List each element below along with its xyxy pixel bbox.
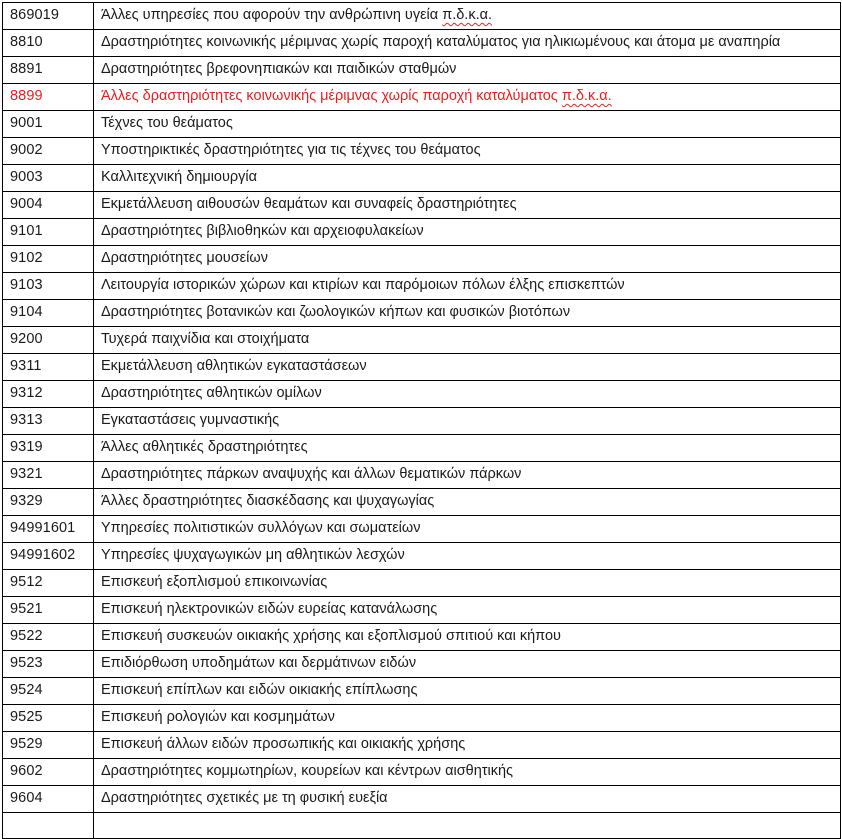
activity-description-text: Δραστηριότητες αθλητικών ομίλων <box>101 385 322 401</box>
activity-code-cell: 9200 <box>3 327 94 354</box>
activity-code-cell: 9311 <box>3 354 94 381</box>
table-row <box>3 570 841 597</box>
activity-code-cell: 9003 <box>3 165 94 192</box>
activity-description-text: Δραστηριότητες κομμωτηρίων, κουρείων και κέντρων αισθητικής <box>101 763 514 779</box>
activity-code-cell: 9101 <box>3 219 94 246</box>
activity-description-cell <box>94 408 841 435</box>
activity-description-text: Άλλες δραστηριότητες κοινωνικής μέριμνας χωρίς παροχή καταλύματος <box>101 88 562 104</box>
activity-description-cell <box>94 651 841 678</box>
table-row <box>3 678 841 705</box>
activity-code-cell: 94991601 <box>3 516 94 543</box>
activity-code-cell: 9524 <box>3 678 94 705</box>
activity-description-cell <box>94 111 841 138</box>
activity-description-text: Καλλιτεχνική δημιουργία <box>101 169 258 185</box>
table-row <box>3 138 841 165</box>
activity-description-text: Άλλες υπηρεσίες που αφορούν την ανθρώπινη υγεία <box>101 7 443 23</box>
activity-code-cell: 9312 <box>3 381 94 408</box>
activity-description-cell <box>94 273 841 300</box>
table-row <box>3 30 841 57</box>
activity-description-text: Δραστηριότητες πάρκων αναψυχής και άλλων θεματικών πάρκων <box>101 466 522 482</box>
activity-description-cell <box>94 327 841 354</box>
table-row <box>3 516 841 543</box>
activity-description-cell <box>94 165 841 192</box>
activity-description-text: Επισκευή άλλων ειδών προσωπικής και οικιακής χρήσης <box>101 736 466 752</box>
table-row <box>3 111 841 138</box>
activity-description-text: Άλλες δραστηριότητες διασκέδασης και ψυχαγωγίας <box>101 493 435 509</box>
activity-description-text: Υποστηρικτικές δραστηριότητες για τις τέχνες του θεάματος <box>101 142 481 158</box>
table-row <box>3 705 841 732</box>
activity-code-cell: 9001 <box>3 111 94 138</box>
activity-description-text: Δραστηριότητες κοινωνικής μέριμνας χωρίς παροχή καταλύματος για ηλικιωμένους και άτομα με αναπηρία <box>101 34 781 50</box>
activity-description-cell <box>94 813 841 839</box>
activity-description-text: Λειτουργία ιστορικών χώρων και κτιρίων και παρόμοιων πόλων έλξης επισκεπτών <box>101 277 625 293</box>
table-row <box>3 354 841 381</box>
activity-description-text: Δραστηριότητες μουσείων <box>101 250 268 266</box>
activity-description-text: Επισκευή ρολογιών και κοσμημάτων <box>101 709 335 725</box>
table-row <box>3 651 841 678</box>
activity-description-cell <box>94 300 841 327</box>
activity-code-cell: 869019 <box>3 3 94 30</box>
activity-code-cell: 9521 <box>3 597 94 624</box>
table-row <box>3 327 841 354</box>
table-row <box>3 462 841 489</box>
activity-description-cell <box>94 435 841 462</box>
activity-code-cell: 9313 <box>3 408 94 435</box>
activity-description-text: Υπηρεσίες ψυχαγωγικών μη αθλητικών λεσχών <box>101 547 405 563</box>
activity-code-cell: 9522 <box>3 624 94 651</box>
activity-description-cell <box>94 543 841 570</box>
activity-description-cell <box>94 354 841 381</box>
activity-code-cell: 9602 <box>3 759 94 786</box>
activity-description-text: Επισκευή συσκευών οικιακής χρήσης και εξοπλισμού σπιτιού και κήπου <box>101 628 561 644</box>
table-row <box>3 273 841 300</box>
activity-description-text: Δραστηριότητες βοτανικών και ζωολογικών κήπων και φυσικών βιοτόπων <box>101 304 571 320</box>
activity-description-text: Δραστηριότητες βιβλιοθηκών και αρχειοφυλακείων <box>101 223 424 239</box>
activity-description-text: Δραστηριότητες σχετικές με τη φυσική ευεξία <box>101 790 388 806</box>
activity-description-cell <box>94 705 841 732</box>
table-row <box>3 813 841 839</box>
table-row <box>3 3 841 30</box>
activity-description-text: Επιδιόρθωση υποδημάτων και δερμάτινων ειδών <box>101 655 417 671</box>
table-row <box>3 300 841 327</box>
activity-code-cell: 9529 <box>3 732 94 759</box>
activity-description-text: Άλλες αθλητικές δραστηριότητες <box>101 439 308 455</box>
activity-code-cell: 9004 <box>3 192 94 219</box>
activity-description-cell <box>94 462 841 489</box>
activity-description-text: Τέχνες του θεάματος <box>101 115 233 131</box>
activity-description-text: Επισκευή ηλεκτρονικών ειδών ευρείας κατανάλωσης <box>101 601 438 617</box>
spellcheck-flagged-abbreviation: π.δ.κ.α. <box>561 88 612 104</box>
activity-description-cell <box>94 678 841 705</box>
activity-codes-table <box>2 2 841 839</box>
activity-code-cell: 9523 <box>3 651 94 678</box>
activity-description-cell <box>94 489 841 516</box>
activity-description-text: Επισκευή επίπλων και ειδών οικιακής επίπλωσης <box>101 682 418 698</box>
activity-code-cell: 8891 <box>3 57 94 84</box>
activity-code-cell: 9525 <box>3 705 94 732</box>
table-row <box>3 381 841 408</box>
activity-description-cell <box>94 381 841 408</box>
activity-code-cell: 9102 <box>3 246 94 273</box>
activity-code-cell: 9103 <box>3 273 94 300</box>
table-row <box>3 408 841 435</box>
activity-code-cell <box>3 813 94 839</box>
activity-description-cell <box>94 3 841 30</box>
activity-code-cell: 9512 <box>3 570 94 597</box>
table-row <box>3 192 841 219</box>
activity-description-cell <box>94 57 841 84</box>
table-row-highlighted <box>3 84 841 111</box>
spellcheck-flagged-abbreviation: π.δ.κ.α. <box>442 7 493 23</box>
activity-description-text: Εκμετάλλευση αθλητικών εγκαταστάσεων <box>101 358 367 374</box>
table-row <box>3 732 841 759</box>
activity-code-cell: 94991602 <box>3 543 94 570</box>
activity-description-cell <box>94 516 841 543</box>
activity-description-cell <box>94 570 841 597</box>
table-row <box>3 597 841 624</box>
activity-description-cell <box>94 192 841 219</box>
activity-description-text: Εγκαταστάσεις γυμναστικής <box>101 412 280 428</box>
table-row <box>3 165 841 192</box>
activity-description-cell <box>94 732 841 759</box>
activity-description-cell <box>94 246 841 273</box>
table-row <box>3 246 841 273</box>
activity-description-cell <box>94 30 841 57</box>
table-row <box>3 57 841 84</box>
table-row <box>3 435 841 462</box>
activity-description-cell <box>94 84 841 111</box>
activity-description-cell <box>94 624 841 651</box>
activity-code-cell: 9321 <box>3 462 94 489</box>
table-row <box>3 786 841 813</box>
activity-description-cell <box>94 759 841 786</box>
activity-description-text: Υπηρεσίες πολιτιστικών συλλόγων και σωματείων <box>101 520 421 536</box>
table-body <box>3 3 841 839</box>
activity-description-cell <box>94 219 841 246</box>
activity-description-text: Δραστηριότητες βρεφονηπιακών και παιδικών σταθμών <box>101 61 457 77</box>
table-row <box>3 624 841 651</box>
table-row <box>3 759 841 786</box>
activity-description-cell <box>94 138 841 165</box>
activity-code-cell: 8899 <box>3 84 94 111</box>
activity-description-text: Επισκευή εξοπλισμού επικοινωνίας <box>101 574 328 590</box>
activity-code-cell: 9329 <box>3 489 94 516</box>
table-row <box>3 219 841 246</box>
activity-description-cell <box>94 786 841 813</box>
activity-code-cell: 9104 <box>3 300 94 327</box>
activity-description-cell <box>94 597 841 624</box>
activity-code-cell: 9002 <box>3 138 94 165</box>
table-row <box>3 489 841 516</box>
activity-code-cell: 8810 <box>3 30 94 57</box>
activity-description-text: Εκμετάλλευση αιθουσών θεαμάτων και συναφείς δραστηριότητες <box>101 196 517 212</box>
activity-description-text: Τυχερά παιχνίδια και στοιχήματα <box>101 331 310 347</box>
activity-code-cell: 9319 <box>3 435 94 462</box>
activity-code-cell: 9604 <box>3 786 94 813</box>
table-row <box>3 543 841 570</box>
